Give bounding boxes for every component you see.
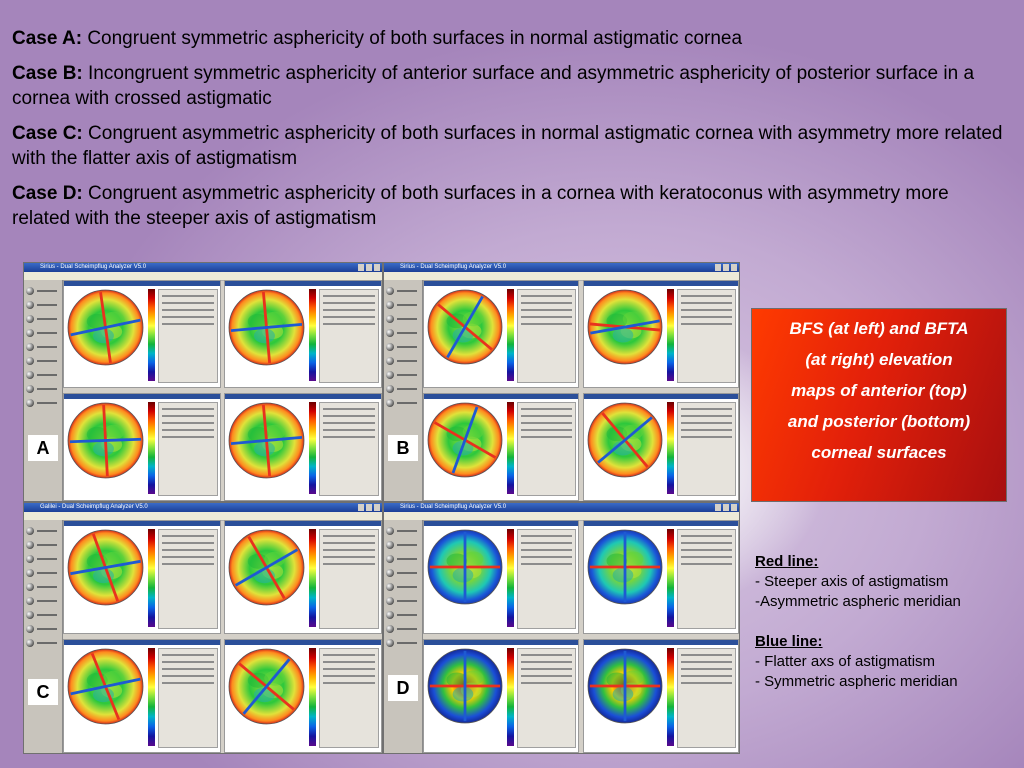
color-scale-bar bbox=[667, 648, 674, 746]
elevation-map-panel bbox=[224, 393, 382, 501]
nav-dot-icon bbox=[26, 357, 34, 365]
case-letter: B bbox=[388, 435, 418, 461]
sidebar-nav-button[interactable] bbox=[386, 582, 419, 593]
elevation-map-icon bbox=[426, 647, 504, 725]
nav-dot-icon bbox=[26, 569, 34, 577]
nav-dot-icon bbox=[26, 287, 34, 295]
red-line-legend-item: - Steeper axis of astigmatism bbox=[755, 573, 949, 590]
map-info-panel bbox=[517, 289, 576, 383]
nav-dot-icon bbox=[386, 357, 394, 365]
sidebar-nav-button[interactable] bbox=[386, 300, 419, 311]
elevation-map-icon bbox=[66, 401, 145, 480]
nav-dot-icon bbox=[386, 625, 394, 633]
red-line-legend-item: -Asymmetric aspheric meridian bbox=[755, 593, 961, 610]
color-scale-bar bbox=[309, 648, 316, 746]
map-info-panel bbox=[517, 402, 576, 496]
app-sidebar bbox=[24, 520, 63, 753]
line-legend bbox=[755, 552, 1015, 692]
case-b-label: Case B: bbox=[12, 63, 83, 84]
nav-dot-icon bbox=[26, 315, 34, 323]
case-a-text: Congruent symmetric asphericity of both surfaces in normal astigmatic cornea bbox=[87, 28, 743, 49]
nav-dot-icon bbox=[386, 329, 394, 337]
color-scale-bar bbox=[507, 648, 514, 746]
nav-dot-icon bbox=[26, 555, 34, 563]
map-grid bbox=[423, 280, 739, 501]
window-controls-icon bbox=[715, 264, 737, 271]
elevation-map-icon bbox=[227, 647, 306, 726]
sidebar-nav-button[interactable] bbox=[26, 568, 59, 579]
sidebar-nav-button[interactable] bbox=[386, 328, 419, 339]
map-info-panel bbox=[158, 402, 218, 496]
sidebar-nav-button[interactable] bbox=[26, 554, 59, 565]
window-titlebar bbox=[24, 263, 382, 272]
color-scale-bar bbox=[667, 402, 674, 494]
case-letter: D bbox=[388, 675, 418, 701]
window-controls-icon bbox=[358, 264, 380, 271]
nav-dot-icon bbox=[26, 583, 34, 591]
case-a-description bbox=[12, 26, 1012, 51]
elevation-map-panel bbox=[583, 520, 739, 634]
map-grid bbox=[63, 520, 382, 753]
map-info-panel bbox=[319, 402, 379, 496]
sidebar-nav-button[interactable] bbox=[386, 610, 419, 621]
sidebar-nav-button[interactable] bbox=[26, 610, 59, 621]
map-info-panel bbox=[677, 529, 736, 629]
window-title: Sirius - Dual Scheimpflug Analyzer V5.0 bbox=[40, 264, 147, 270]
nav-dot-icon bbox=[26, 301, 34, 309]
elevation-map-icon bbox=[227, 528, 306, 607]
map-info-panel bbox=[319, 289, 379, 383]
nav-dot-icon bbox=[386, 611, 394, 619]
elevation-map-panel bbox=[224, 520, 382, 634]
nav-dot-icon bbox=[26, 399, 34, 407]
sidebar-nav-button[interactable] bbox=[386, 314, 419, 325]
sidebar-nav-button[interactable] bbox=[386, 342, 419, 353]
sidebar-nav-button[interactable] bbox=[26, 582, 59, 593]
map-info-panel bbox=[517, 648, 576, 748]
nav-dot-icon bbox=[26, 639, 34, 647]
elevation-map-panel bbox=[583, 280, 739, 388]
map-info-panel bbox=[158, 289, 218, 383]
nav-dot-icon bbox=[386, 569, 394, 577]
sidebar-nav-button[interactable] bbox=[386, 596, 419, 607]
map-grid bbox=[423, 520, 739, 753]
window-titlebar bbox=[384, 503, 739, 512]
elevation-map-icon bbox=[66, 647, 145, 726]
sidebar-nav-button[interactable] bbox=[386, 398, 419, 409]
nav-dot-icon bbox=[26, 385, 34, 393]
sidebar-nav-button[interactable] bbox=[26, 356, 59, 367]
sidebar-nav-button[interactable] bbox=[26, 540, 59, 551]
color-scale-bar bbox=[667, 289, 674, 381]
map-info-panel bbox=[319, 529, 379, 629]
sidebar-nav-button[interactable] bbox=[386, 624, 419, 635]
sidebar-nav-button[interactable] bbox=[26, 300, 59, 311]
nav-dot-icon bbox=[386, 597, 394, 605]
nav-dot-icon bbox=[386, 301, 394, 309]
color-scale-bar bbox=[507, 289, 514, 381]
sidebar-nav-button[interactable] bbox=[386, 568, 419, 579]
elevation-map-panel bbox=[63, 393, 221, 501]
sidebar-nav-button[interactable] bbox=[386, 526, 419, 537]
caption-line: and posterior (bottom) bbox=[787, 412, 971, 431]
sidebar-nav-button[interactable] bbox=[386, 638, 419, 649]
elevation-map-panel bbox=[224, 639, 382, 753]
elevation-map-panel bbox=[63, 520, 221, 634]
nav-dot-icon bbox=[386, 287, 394, 295]
nav-dot-icon bbox=[26, 541, 34, 549]
sidebar-nav-button[interactable] bbox=[26, 526, 59, 537]
nav-dot-icon bbox=[26, 371, 34, 379]
case-c-label: Case C: bbox=[12, 123, 83, 144]
case-d-label: Case D: bbox=[12, 183, 83, 204]
sidebar-nav-button[interactable] bbox=[386, 384, 419, 395]
elevation-map-icon bbox=[227, 401, 306, 480]
color-scale-bar bbox=[507, 529, 514, 627]
case-letter: C bbox=[28, 679, 58, 705]
screenshot-case-b bbox=[383, 262, 740, 502]
map-info-panel bbox=[158, 529, 218, 629]
sidebar-nav-button[interactable] bbox=[26, 342, 59, 353]
case-letter: A bbox=[28, 435, 58, 461]
sidebar-nav-button[interactable] bbox=[26, 370, 59, 381]
app-sidebar bbox=[384, 280, 423, 501]
case-descriptions bbox=[12, 26, 1012, 241]
window-controls-icon bbox=[358, 504, 380, 511]
screenshot-case-c bbox=[23, 502, 383, 754]
elevation-map-icon bbox=[426, 528, 504, 606]
caption-line: (at right) elevation bbox=[805, 350, 953, 369]
nav-dot-icon bbox=[26, 597, 34, 605]
nav-dot-icon bbox=[26, 611, 34, 619]
nav-dot-icon bbox=[26, 625, 34, 633]
elevation-map-icon bbox=[586, 288, 664, 366]
elevation-map-panel bbox=[423, 280, 579, 388]
red-line-legend-title: Red line: bbox=[755, 553, 819, 570]
elevation-map-icon bbox=[426, 288, 504, 366]
elevation-map-icon bbox=[586, 528, 664, 606]
elevation-map-panel bbox=[423, 639, 579, 753]
color-scale-bar bbox=[667, 529, 674, 627]
map-grid bbox=[63, 280, 382, 501]
window-title: Sirius - Dual Scheimpflug Analyzer V5.0 bbox=[400, 264, 507, 270]
elevation-map-icon bbox=[66, 288, 145, 367]
color-scale-bar bbox=[148, 402, 155, 494]
color-scale-bar bbox=[148, 289, 155, 381]
elevation-map-panel bbox=[224, 280, 382, 388]
case-b-description bbox=[12, 61, 1012, 111]
nav-dot-icon bbox=[386, 541, 394, 549]
sidebar-nav-button[interactable] bbox=[386, 286, 419, 297]
nav-dot-icon bbox=[386, 399, 394, 407]
map-info-panel bbox=[677, 402, 736, 496]
nav-dot-icon bbox=[386, 555, 394, 563]
sidebar-nav-button[interactable] bbox=[26, 328, 59, 339]
app-sidebar bbox=[24, 280, 63, 501]
elevation-map-icon bbox=[586, 401, 664, 479]
sidebar-nav-button[interactable] bbox=[26, 596, 59, 607]
caption-line: BFS (at left) and BFTA bbox=[789, 319, 969, 338]
nav-dot-icon bbox=[386, 385, 394, 393]
screenshot-case-a bbox=[23, 262, 383, 502]
window-titlebar bbox=[384, 263, 739, 272]
window-titlebar bbox=[24, 503, 382, 512]
window-title: Sirius - Dual Scheimpflug Analyzer V5.0 bbox=[400, 504, 507, 510]
elevation-map-icon bbox=[66, 528, 145, 607]
color-scale-bar bbox=[148, 648, 155, 746]
elevation-map-panel bbox=[423, 520, 579, 634]
elevation-map-panel bbox=[63, 639, 221, 753]
elevation-map-panel bbox=[583, 639, 739, 753]
case-a-label: Case A: bbox=[12, 28, 83, 49]
map-info-panel bbox=[677, 289, 736, 383]
color-scale-bar bbox=[309, 402, 316, 494]
sidebar-nav-button[interactable] bbox=[26, 638, 59, 649]
case-c-text: Congruent asymmetric asphericity of both surfaces in normal astigmatic cornea with asymmetry more related with the flatter axis of astigmatism bbox=[12, 123, 1003, 169]
bfs-bfta-caption-box bbox=[751, 308, 1007, 502]
sidebar-nav-button[interactable] bbox=[26, 398, 59, 409]
color-scale-bar bbox=[507, 402, 514, 494]
blue-line-legend-title: Blue line: bbox=[755, 633, 823, 650]
window-title: Galilei - Dual Scheimpflug Analyzer V5.0 bbox=[40, 504, 148, 510]
nav-dot-icon bbox=[386, 315, 394, 323]
sidebar-nav-button[interactable] bbox=[26, 384, 59, 395]
app-sidebar bbox=[384, 520, 423, 753]
nav-dot-icon bbox=[26, 343, 34, 351]
map-info-panel bbox=[319, 648, 379, 748]
elevation-map-panel bbox=[583, 393, 739, 501]
nav-dot-icon bbox=[386, 343, 394, 351]
nav-dot-icon bbox=[386, 583, 394, 591]
elevation-map-panel bbox=[423, 393, 579, 501]
color-scale-bar bbox=[148, 529, 155, 627]
map-info-panel bbox=[158, 648, 218, 748]
sidebar-nav-button[interactable] bbox=[26, 286, 59, 297]
screenshot-case-d bbox=[383, 502, 740, 754]
nav-dot-icon bbox=[386, 527, 394, 535]
nav-dot-icon bbox=[26, 527, 34, 535]
case-c-description bbox=[12, 121, 1012, 171]
color-scale-bar bbox=[309, 289, 316, 381]
elevation-map-icon bbox=[227, 288, 306, 367]
blue-line-legend-item: - Flatter axs of astigmatism bbox=[755, 653, 936, 670]
color-scale-bar bbox=[309, 529, 316, 627]
elevation-map-panel bbox=[63, 280, 221, 388]
sidebar-nav-button[interactable] bbox=[386, 554, 419, 565]
caption-line: corneal surfaces bbox=[811, 443, 947, 462]
elevation-map-icon bbox=[586, 647, 664, 725]
case-d-description bbox=[12, 181, 1012, 231]
case-d-text: Congruent asymmetric asphericity of both surfaces in a cornea with keratoconus with asymmetry more related with the steeper axis of astigmatism bbox=[12, 183, 949, 229]
map-info-panel bbox=[677, 648, 736, 748]
sidebar-nav-button[interactable] bbox=[386, 540, 419, 551]
caption-line: maps of anterior (top) bbox=[791, 381, 967, 400]
blue-line-legend-item: - Symmetric aspheric meridian bbox=[755, 673, 958, 690]
sidebar-nav-button[interactable] bbox=[26, 624, 59, 635]
case-b-text: Incongruent symmetric asphericity of anterior surface and asymmetric asphericity of posterior surface in a cornea with crossed astigmatic bbox=[12, 63, 975, 109]
map-info-panel bbox=[517, 529, 576, 629]
nav-dot-icon bbox=[386, 371, 394, 379]
sidebar-nav-button[interactable] bbox=[26, 314, 59, 325]
nav-dot-icon bbox=[26, 329, 34, 337]
nav-dot-icon bbox=[386, 639, 394, 647]
elevation-map-icon bbox=[426, 401, 504, 479]
window-controls-icon bbox=[715, 504, 737, 511]
sidebar-nav-button[interactable] bbox=[386, 370, 419, 381]
sidebar-nav-button[interactable] bbox=[386, 356, 419, 367]
